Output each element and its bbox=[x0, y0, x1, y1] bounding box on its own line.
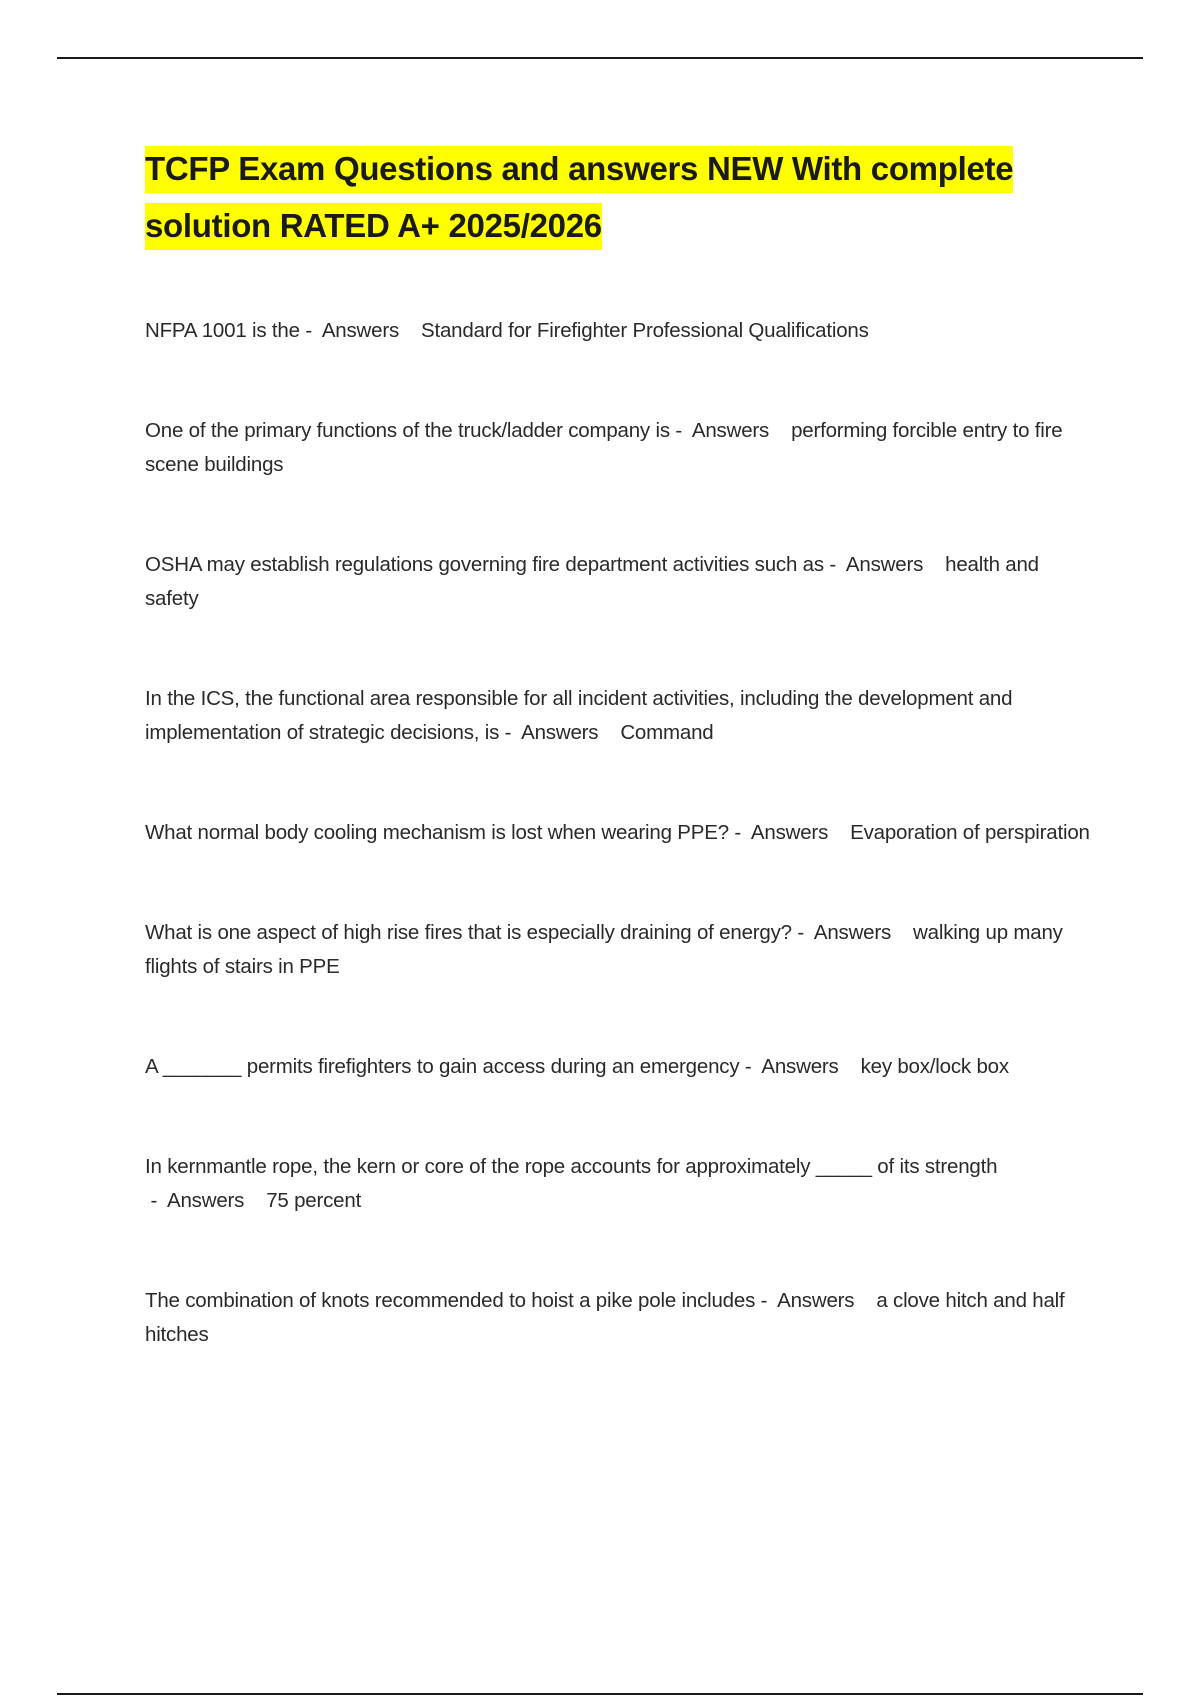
qa-item bbox=[145, 1150, 1095, 1218]
answer-text: walking up many flights of stairs in PPE bbox=[145, 921, 1063, 978]
answer-gap bbox=[854, 1289, 876, 1312]
answer-label: Answers bbox=[750, 821, 829, 844]
answer-text: performing forcible entry to fire scene buildings bbox=[145, 419, 1063, 476]
answer-label: Answers bbox=[813, 921, 892, 944]
document-title bbox=[145, 140, 1095, 254]
title-highlight: TCFP Exam Questions and answers NEW With complete solution RATED A+ 2025/2026 bbox=[145, 146, 1013, 250]
question-text: What is one aspect of high rise fires that is especially draining of energy? bbox=[145, 921, 792, 944]
answer-text: a clove hitch and half hitches bbox=[145, 1289, 1065, 1346]
answer-text: Evaporation of perspiration bbox=[850, 821, 1090, 844]
qa-item bbox=[145, 916, 1095, 984]
qa-item bbox=[145, 816, 1095, 850]
top-rule bbox=[57, 57, 1143, 59]
answer-gap bbox=[923, 553, 945, 576]
separator: - bbox=[145, 1189, 167, 1212]
qa-list bbox=[145, 314, 1095, 1352]
answer-label: Answers bbox=[521, 721, 599, 744]
answer-text: Command bbox=[620, 721, 714, 744]
answer-label: Answers bbox=[845, 553, 924, 576]
answer-text: key box/lock box bbox=[860, 1055, 1009, 1078]
answer-label: Answers bbox=[321, 319, 400, 342]
answer-gap bbox=[598, 721, 620, 744]
qa-item bbox=[145, 414, 1095, 482]
qa-item bbox=[145, 1284, 1095, 1352]
answer-gap bbox=[399, 319, 421, 342]
answer-gap bbox=[891, 921, 913, 944]
answer-label: Answers bbox=[777, 1289, 855, 1312]
separator: - bbox=[739, 1055, 762, 1078]
answer-text: 75 percent bbox=[266, 1189, 362, 1212]
question-text: OSHA may establish regulations governing fire department activities such as bbox=[145, 553, 824, 576]
answer-gap bbox=[839, 1055, 861, 1078]
qa-item bbox=[145, 548, 1095, 616]
answer-text: Standard for Firefighter Professional Qualifications bbox=[421, 319, 869, 342]
qa-item bbox=[145, 682, 1095, 750]
answer-text: health and safety bbox=[145, 553, 1039, 610]
qa-item bbox=[145, 314, 1095, 348]
separator: - bbox=[755, 1289, 778, 1312]
question-text: One of the primary functions of the truck/ladder company is bbox=[145, 419, 670, 442]
answer-label: Answers bbox=[166, 1189, 245, 1212]
answer-gap bbox=[769, 419, 791, 442]
question-text: The combination of knots recommended to hoist a pike pole includes bbox=[145, 1289, 756, 1312]
answer-gap bbox=[244, 1189, 266, 1212]
separator: - bbox=[499, 721, 522, 744]
qa-item bbox=[145, 1050, 1095, 1084]
answer-gap bbox=[828, 821, 850, 844]
separator: - bbox=[299, 319, 322, 342]
separator: - bbox=[669, 419, 692, 442]
separator: - bbox=[823, 553, 846, 576]
bottom-rule bbox=[57, 1693, 1143, 1695]
separator: - bbox=[791, 921, 814, 944]
answer-label: Answers bbox=[761, 1055, 839, 1078]
question-text: A _______ permits firefighters to gain access during an emergency bbox=[145, 1055, 740, 1078]
question-text: In kernmantle rope, the kern or core of the rope accounts for approximately _____ of its strength bbox=[145, 1155, 998, 1178]
question-text: In the ICS, the functional area responsible for all incident activities, including the development and implementation of strategic decisions, is bbox=[145, 687, 1013, 744]
question-text: NFPA 1001 is the bbox=[145, 319, 300, 342]
separator: - bbox=[728, 821, 751, 844]
question-text: What normal body cooling mechanism is lost when wearing PPE? bbox=[145, 821, 729, 844]
answer-label: Answers bbox=[691, 419, 770, 442]
document-page bbox=[145, 140, 1095, 1418]
